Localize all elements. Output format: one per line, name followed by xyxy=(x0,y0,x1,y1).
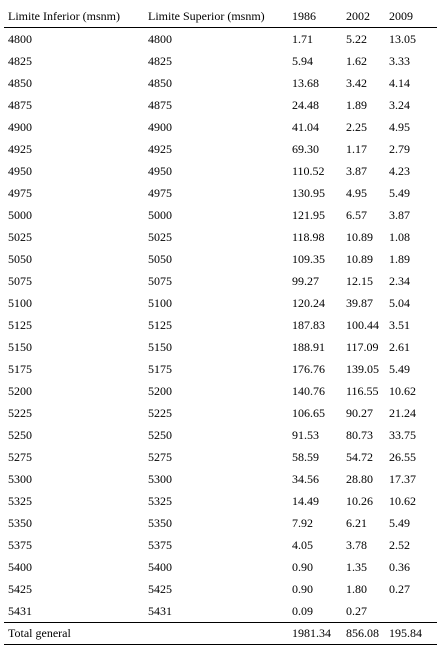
cell-2009: 4.14 xyxy=(389,76,410,90)
cell-limite-inferior: 5150 xyxy=(8,340,32,354)
cell-limite-inferior: 5050 xyxy=(8,252,32,266)
table-row xyxy=(4,534,437,556)
table-row xyxy=(4,28,437,51)
table-row xyxy=(4,292,437,314)
cell-2002: 54.72 xyxy=(346,450,373,464)
cell-limite-inferior: 4850 xyxy=(8,76,32,90)
cell-1986: 109.35 xyxy=(292,252,325,266)
table-row xyxy=(4,556,437,578)
cell-2002: 39.87 xyxy=(346,296,373,310)
cell-limite-inferior: 5000 xyxy=(8,208,32,222)
cell-limite-inferior: 4800 xyxy=(8,32,32,46)
cell-limite-superior: 5350 xyxy=(148,516,172,530)
cell-2002: 100.44 xyxy=(346,318,379,332)
cell-limite-inferior: 5275 xyxy=(8,450,32,464)
table-body xyxy=(4,28,437,645)
cell-2009: 3.33 xyxy=(389,54,410,68)
cell-1986: 4.05 xyxy=(292,538,313,552)
cell-2002: 1.80 xyxy=(346,582,367,596)
cell-2002: 12.15 xyxy=(346,274,373,288)
cell-limite-superior: 4975 xyxy=(148,186,172,200)
cell-limite-inferior: 5300 xyxy=(8,472,32,486)
header-1986: 1986 xyxy=(288,6,342,28)
cell-1986: 106.65 xyxy=(292,406,325,420)
cell-limite-superior: 5400 xyxy=(148,560,172,574)
cell-limite-superior: 5425 xyxy=(148,582,172,596)
cell-2009: 0.36 xyxy=(389,560,410,574)
cell-2009: 17.37 xyxy=(389,472,416,486)
total-1986: 1981.34 xyxy=(288,623,342,645)
cell-2009: 2.52 xyxy=(389,538,410,552)
cell-limite-superior: 5225 xyxy=(148,406,172,420)
header-limite-superior: Limite Superior (msnm) xyxy=(144,6,288,28)
cell-limite-superior: 5025 xyxy=(148,230,172,244)
cell-limite-inferior: 5425 xyxy=(8,582,32,596)
cell-limite-inferior: 4925 xyxy=(8,142,32,156)
cell-limite-superior: 5375 xyxy=(148,538,172,552)
cell-1986: 0.09 xyxy=(292,604,313,618)
table-row xyxy=(4,446,437,468)
table-row xyxy=(4,116,437,138)
cell-2009: 3.51 xyxy=(389,318,410,332)
cell-limite-superior: 5100 xyxy=(148,296,172,310)
cell-2009: 1.89 xyxy=(389,252,410,266)
table-row xyxy=(4,160,437,182)
cell-limite-superior: 4950 xyxy=(148,164,172,178)
cell-limite-superior: 4850 xyxy=(148,76,172,90)
cell-2009: 3.87 xyxy=(389,208,410,222)
cell-2002: 117.09 xyxy=(346,340,379,354)
cell-1986: 58.59 xyxy=(292,450,319,464)
cell-limite-superior: 5300 xyxy=(148,472,172,486)
cell-1986: 99.27 xyxy=(292,274,319,288)
cell-limite-superior: 4900 xyxy=(148,120,172,134)
table-row xyxy=(4,468,437,490)
cell-2009: 4.95 xyxy=(389,120,410,134)
cell-limite-superior: 5250 xyxy=(148,428,172,442)
cell-2002: 6.21 xyxy=(346,516,367,530)
cell-limite-superior: 5150 xyxy=(148,340,172,354)
cell-2002: 90.27 xyxy=(346,406,373,420)
cell-2002: 139.05 xyxy=(346,362,379,376)
cell-2009: 10.62 xyxy=(389,384,416,398)
cell-limite-superior: 5000 xyxy=(148,208,172,222)
cell-limite-inferior: 4825 xyxy=(8,54,32,68)
cell-2009: 1.08 xyxy=(389,230,410,244)
cell-limite-inferior: 4900 xyxy=(8,120,32,134)
cell-limite-inferior: 5225 xyxy=(8,406,32,420)
table-row xyxy=(4,248,437,270)
cell-limite-inferior: 5100 xyxy=(8,296,32,310)
header-2002: 2002 xyxy=(342,6,385,28)
table-row xyxy=(4,138,437,160)
cell-2002: 80.73 xyxy=(346,428,373,442)
cell-1986: 24.48 xyxy=(292,98,319,112)
cell-limite-superior: 4825 xyxy=(148,54,172,68)
cell-1986: 7.92 xyxy=(292,516,313,530)
header-limite-inferior: Limite Inferior (msnm) xyxy=(4,6,144,28)
cell-2002: 3.42 xyxy=(346,76,367,90)
table-row xyxy=(4,94,437,116)
cell-2002: 5.22 xyxy=(346,32,367,46)
cell-limite-inferior: 5025 xyxy=(8,230,32,244)
cell-limite-superior: 4800 xyxy=(148,32,172,46)
cell-2009: 4.23 xyxy=(389,164,410,178)
cell-2002: 1.17 xyxy=(346,142,367,156)
cell-2009: 21.24 xyxy=(389,406,416,420)
cell-2009: 2.34 xyxy=(389,274,410,288)
cell-1986: 140.76 xyxy=(292,384,325,398)
table-row xyxy=(4,424,437,446)
cell-limite-superior: 4925 xyxy=(148,142,172,156)
table-row xyxy=(4,402,437,424)
table-row xyxy=(4,182,437,204)
cell-limite-superior: 5125 xyxy=(148,318,172,332)
cell-1986: 91.53 xyxy=(292,428,319,442)
cell-2002: 10.89 xyxy=(346,230,373,244)
table-row xyxy=(4,578,437,600)
cell-2002: 1.89 xyxy=(346,98,367,112)
cell-limite-inferior: 5431 xyxy=(8,604,32,618)
header-2009: 2009 xyxy=(385,6,437,28)
cell-1986: 118.98 xyxy=(292,230,325,244)
cell-limite-superior: 5075 xyxy=(148,274,172,288)
cell-2009: 2.79 xyxy=(389,142,410,156)
cell-2002: 6.57 xyxy=(346,208,367,222)
cell-1986: 41.04 xyxy=(292,120,319,134)
total-2009: 195.84 xyxy=(385,623,437,645)
cell-1986: 34.56 xyxy=(292,472,319,486)
cell-2002: 10.26 xyxy=(346,494,373,508)
cell-limite-inferior: 5250 xyxy=(8,428,32,442)
table-header-row xyxy=(4,6,437,28)
cell-1986: 176.76 xyxy=(292,362,325,376)
cell-1986: 188.91 xyxy=(292,340,325,354)
cell-limite-inferior: 5200 xyxy=(8,384,32,398)
cell-2002: 4.95 xyxy=(346,186,367,200)
cell-1986: 120.24 xyxy=(292,296,325,310)
table-row xyxy=(4,226,437,248)
cell-2002: 3.78 xyxy=(346,538,367,552)
cell-2009: 0.27 xyxy=(389,582,410,596)
cell-limite-superior: 5431 xyxy=(148,604,172,618)
cell-limite-inferior: 5175 xyxy=(8,362,32,376)
cell-1986: 121.95 xyxy=(292,208,325,222)
cell-limite-inferior: 4950 xyxy=(8,164,32,178)
cell-2002: 28.80 xyxy=(346,472,373,486)
cell-1986: 69.30 xyxy=(292,142,319,156)
cell-2009: 3.24 xyxy=(389,98,410,112)
cell-limite-superior: 5325 xyxy=(148,494,172,508)
cell-2009: 26.55 xyxy=(389,450,416,464)
cell-2009: 5.49 xyxy=(389,186,410,200)
cell-limite-inferior: 5125 xyxy=(8,318,32,332)
cell-limite-inferior: 5350 xyxy=(8,516,32,530)
cell-2002: 2.25 xyxy=(346,120,367,134)
cell-2002: 116.55 xyxy=(346,384,379,398)
cell-2002: 1.62 xyxy=(346,54,367,68)
cell-2002: 3.87 xyxy=(346,164,367,178)
cell-limite-inferior: 4975 xyxy=(8,186,32,200)
cell-limite-superior: 4875 xyxy=(148,98,172,112)
table-row xyxy=(4,72,437,94)
cell-1986: 187.83 xyxy=(292,318,325,332)
cell-limite-inferior: 5375 xyxy=(8,538,32,552)
cell-limite-inferior: 5075 xyxy=(8,274,32,288)
cell-limite-superior: 5275 xyxy=(148,450,172,464)
cell-2002: 0.27 xyxy=(346,604,367,618)
table-row xyxy=(4,358,437,380)
total-row xyxy=(4,623,437,645)
cell-2009: 2.61 xyxy=(389,340,410,354)
cell-limite-inferior: 4875 xyxy=(8,98,32,112)
cell-1986: 1.71 xyxy=(292,32,313,46)
total-2002: 856.08 xyxy=(342,623,385,645)
cell-2009: 5.49 xyxy=(389,362,410,376)
cell-2009: 13.05 xyxy=(389,32,416,46)
cell-1986: 14.49 xyxy=(292,494,319,508)
cell-limite-superior: 5175 xyxy=(148,362,172,376)
cell-2009: 10.62 xyxy=(389,494,416,508)
cell-2002: 1.35 xyxy=(346,560,367,574)
elevation-area-table xyxy=(4,6,437,645)
cell-2002: 10.89 xyxy=(346,252,373,266)
table-row xyxy=(4,600,437,623)
cell-2009 xyxy=(385,600,437,623)
total-label: Total general xyxy=(4,623,144,645)
cell-1986: 0.90 xyxy=(292,560,313,574)
table-row xyxy=(4,512,437,534)
cell-2009: 33.75 xyxy=(389,428,416,442)
cell-1986: 130.95 xyxy=(292,186,325,200)
cell-1986: 5.94 xyxy=(292,54,313,68)
cell-1986: 110.52 xyxy=(292,164,325,178)
table-row xyxy=(4,336,437,358)
cell-2009: 5.49 xyxy=(389,516,410,530)
cell-limite-inferior: 5325 xyxy=(8,494,32,508)
table-row xyxy=(4,204,437,226)
table-row xyxy=(4,50,437,72)
table-row xyxy=(4,270,437,292)
cell-2009: 5.04 xyxy=(389,296,410,310)
cell-1986: 0.90 xyxy=(292,582,313,596)
table-row xyxy=(4,314,437,336)
table-row xyxy=(4,380,437,402)
cell-limite-superior: 5200 xyxy=(148,384,172,398)
cell-1986: 13.68 xyxy=(292,76,319,90)
table-row xyxy=(4,490,437,512)
cell-limite-superior: 5050 xyxy=(148,252,172,266)
cell-limite-inferior: 5400 xyxy=(8,560,32,574)
total-empty-cell xyxy=(144,623,288,645)
